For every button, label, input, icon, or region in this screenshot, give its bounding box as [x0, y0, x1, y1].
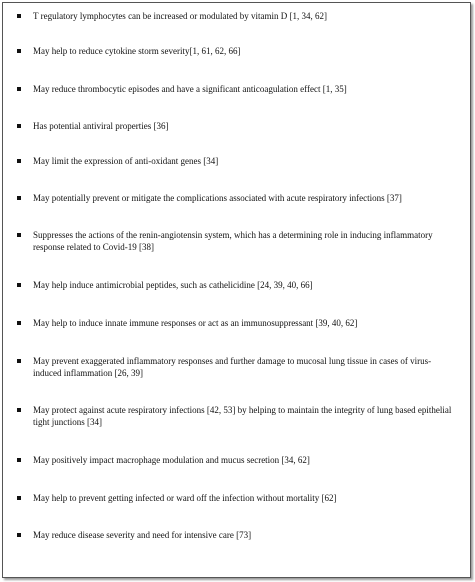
bullet-icon: [17, 408, 21, 412]
list-item: [17, 492, 457, 504]
bullet-icon: [17, 359, 21, 363]
list-item-text: May reduce disease severity and need for intensive care [73]: [33, 530, 252, 540]
bullet-icon: [17, 458, 21, 462]
bullet-icon: [17, 283, 21, 287]
list-item-text: Has potential antiviral properties [36]: [33, 121, 169, 131]
bullet-icon: [17, 533, 21, 537]
list-item-text: May potentially prevent or mitigate the complications associated with acute respiratory infections [37]: [33, 193, 402, 203]
bullet-icon: [17, 496, 21, 500]
list-item-text: May protect against acute respiratory infections [42, 53] by helping to maintain the integrity of lung based epithelial tight junctions [34]: [33, 405, 452, 427]
list-item: [17, 229, 457, 253]
list-item-text: May help induce antimicrobial peptides, such as cathelicidine [24, 39, 40, 66]: [33, 280, 313, 290]
list-item: [17, 10, 457, 22]
list-item-text: May help to prevent getting infected or ward off the infection without mortality [62]: [33, 493, 337, 503]
bullet-icon: [17, 196, 21, 200]
list-item-text: May reduce thrombocytic episodes and have a significant anticoagulation effect [1, 35]: [33, 84, 347, 94]
list-item: [17, 404, 457, 428]
list-item: [17, 529, 457, 541]
bullet-icon: [17, 159, 21, 163]
list-item-text: May positively impact macrophage modulation and mucus secretion [34, 62]: [33, 455, 310, 465]
bullet-icon: [17, 49, 21, 53]
list-item-text: May prevent exaggerated inflammatory responses and further damage to mucosal lung tissue in cases of virus-induced inflammation [26, 39]: [33, 356, 432, 378]
list-item-text: Suppresses the actions of the renin-angiotensin system, which has a determining role in inducing inflammatory response related to Covid-19 [38]: [33, 230, 433, 252]
list-item: [17, 454, 457, 466]
list-item: [17, 120, 457, 132]
bulleted-list-box: [2, 2, 471, 578]
list-item: [17, 83, 457, 95]
bullet-icon: [17, 14, 21, 18]
list-item: [17, 279, 457, 291]
list-item-text: May limit the expression of anti-oxidant genes [34]: [33, 156, 219, 166]
bullet-icon: [17, 87, 21, 91]
list-item: [17, 192, 457, 204]
list-item-text: May help to induce innate immune responses or act as an immunosuppressant [39, 40, 62]: [33, 318, 358, 328]
bullet-icon: [17, 233, 21, 237]
list-item: [17, 45, 457, 57]
list-item: [17, 155, 457, 167]
bullet-icon: [17, 321, 21, 325]
list-item: [17, 355, 457, 379]
bullet-icon: [17, 124, 21, 128]
list-item-text: T regulatory lymphocytes can be increased or modulated by vitamin D [1, 34, 62]: [33, 11, 328, 21]
list-item: [17, 317, 457, 329]
list-item-text: May help to reduce cytokine storm severity[1, 61, 62, 66]: [33, 46, 241, 56]
